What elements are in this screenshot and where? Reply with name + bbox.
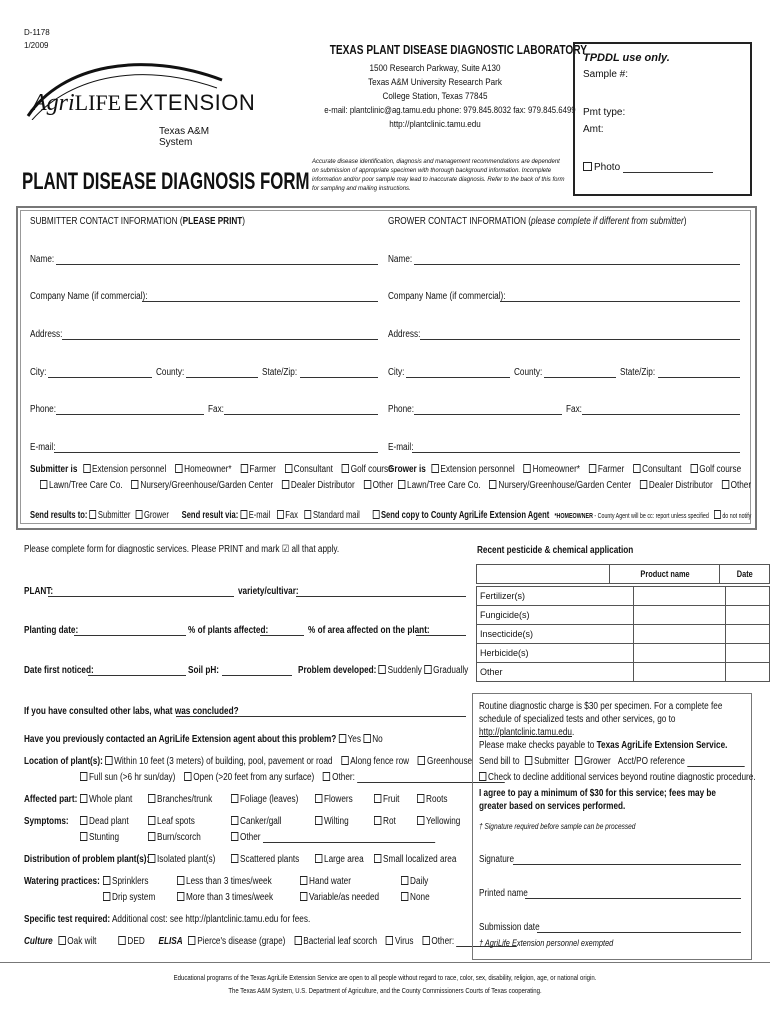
tpddl-sample: Sample #: <box>583 69 629 80</box>
tpddl-box <box>573 42 752 196</box>
checkbox[interactable] <box>231 816 238 825</box>
checkbox[interactable] <box>80 832 87 841</box>
grower-state-field[interactable] <box>658 368 740 378</box>
tpddl-pmt: Pmt type: <box>583 107 626 118</box>
checkbox[interactable] <box>148 794 155 803</box>
checkbox[interactable] <box>300 892 307 901</box>
checkbox[interactable] <box>364 480 371 489</box>
checkbox[interactable] <box>422 936 429 945</box>
checkbox[interactable] <box>315 816 322 825</box>
checkbox[interactable] <box>339 734 346 743</box>
date-cell[interactable] <box>725 625 769 644</box>
exempt-note: † AgriLife Extension personnel exempted <box>479 938 614 948</box>
grower-header: GROWER CONTACT INFORMATION (please complete if different from submitter) <box>388 216 687 227</box>
checkbox[interactable] <box>282 480 289 489</box>
doc-date: 1/2009 <box>24 41 49 50</box>
tpddl-amt: Amt: <box>583 124 604 135</box>
checkbox[interactable] <box>489 480 496 489</box>
submitter-email-field[interactable] <box>54 443 378 453</box>
checkbox[interactable] <box>80 816 87 825</box>
plant-field[interactable] <box>48 587 234 597</box>
table-row: Herbicide(s) <box>477 644 634 663</box>
plant-row: PLANT: variety/cultivar: <box>24 586 466 597</box>
grower-county-field[interactable] <box>544 368 616 378</box>
checkbox[interactable] <box>231 854 238 863</box>
photo-field[interactable] <box>623 163 713 173</box>
footer <box>0 973 770 995</box>
submitter-phone-field[interactable] <box>56 405 204 415</box>
checkbox[interactable] <box>525 756 532 765</box>
pesticide-rows <box>476 586 770 682</box>
product-cell[interactable] <box>633 625 725 644</box>
checkbox[interactable] <box>524 464 531 473</box>
lab-note: Accurate disease identification, diagnosis and management recommendations are dependent on submission of appropriate specimen with thorough background information. Incomplete information and/or poor sample may lead to inaccurate diagnosis. Refer to the back of this form for sampling and mailing instructions. <box>312 159 565 192</box>
grower-email-field[interactable] <box>412 443 740 453</box>
col-date: Date <box>736 569 753 579</box>
acct-field[interactable] <box>687 757 744 767</box>
table-row: Insecticide(s) <box>477 625 634 644</box>
submission-date-field[interactable] <box>537 923 741 933</box>
checkbox[interactable] <box>633 464 640 473</box>
checkbox[interactable] <box>398 480 405 489</box>
checkbox[interactable] <box>341 756 348 765</box>
checkbox[interactable] <box>401 876 408 885</box>
checkbox[interactable] <box>315 854 322 863</box>
table-row: Fertilizer(s) <box>477 587 634 606</box>
submitter-company-field[interactable] <box>142 292 378 302</box>
submitter-type-row1: Submitter is Extension personnel Homeowner* Farmer Consultant Golf course <box>30 464 393 475</box>
checkbox[interactable] <box>479 772 486 781</box>
lab-contact: e-mail: plantclinic@ag.tamu.edu phone: 979.845.8032 fax: 979.845.6499 <box>324 105 576 116</box>
checkbox[interactable] <box>131 480 138 489</box>
checkbox[interactable] <box>374 854 381 863</box>
lab-addr1: 1500 Research Parkway, Suite A130 <box>369 63 501 74</box>
agrilife-logo <box>22 50 256 148</box>
tpddl-title: TPDDL use only. <box>583 52 670 64</box>
planting-date-field[interactable] <box>74 626 186 636</box>
checkbox[interactable] <box>417 794 424 803</box>
logo-extension: EXTENSION <box>123 90 256 115</box>
checkbox[interactable] <box>575 756 582 765</box>
submitter-name-field[interactable] <box>56 255 378 265</box>
symptoms-label: Symptoms: <box>24 816 69 827</box>
checkbox[interactable] <box>342 464 349 473</box>
submitter-city-field[interactable] <box>48 368 152 378</box>
submitter-header: SUBMITTER CONTACT INFORMATION (PLEASE PRINT) <box>30 216 246 227</box>
checkbox[interactable] <box>374 794 381 803</box>
submitter-fax-field[interactable] <box>224 405 378 415</box>
product-cell[interactable] <box>633 663 725 682</box>
affected-label: Affected part: <box>24 794 78 805</box>
checkbox[interactable] <box>418 756 425 765</box>
submitter-county-field[interactable] <box>186 368 258 378</box>
date-cell[interactable] <box>725 606 769 625</box>
col-product: Product name <box>640 569 690 579</box>
symptom-other-field[interactable] <box>263 833 435 843</box>
table-row: Fungicide(s) <box>477 606 634 625</box>
checkbox[interactable] <box>90 510 97 519</box>
grower-phone-field[interactable] <box>414 405 562 415</box>
checkbox[interactable] <box>103 892 110 901</box>
logo-life: LIFE <box>74 90 122 115</box>
lab-addr3: College Station, Texas 77845 <box>382 91 488 102</box>
checkbox[interactable] <box>148 832 155 841</box>
doc-code: D-1178 <box>24 28 50 37</box>
printed-name-field[interactable] <box>525 889 741 899</box>
grower-city-field[interactable] <box>406 368 510 378</box>
variety-field[interactable] <box>296 587 466 597</box>
form-title: PLANT DISEASE DIAGNOSIS FORM <box>22 168 310 195</box>
checkbox[interactable] <box>148 854 155 863</box>
submitter-type-row2: Lawn/Tree Care Co. Nursery/Greenhouse/Garden Center Dealer Distributor Other <box>40 480 393 491</box>
checkbox[interactable] <box>277 510 284 519</box>
signature-field[interactable] <box>513 855 741 865</box>
checkbox[interactable] <box>431 464 438 473</box>
grower-company-field[interactable] <box>500 292 740 302</box>
agree-text: I agree to pay a minimum of $30 for this service; fees may be greater based on services performed. <box>479 788 716 812</box>
checkbox[interactable] <box>300 876 307 885</box>
checkbox[interactable] <box>148 816 155 825</box>
recent-title: Recent pesticide & chemical application <box>477 545 634 556</box>
checkbox[interactable] <box>373 510 380 519</box>
logo-agri: Agri <box>32 90 75 116</box>
checkbox[interactable] <box>424 665 431 674</box>
checkbox[interactable] <box>285 464 292 473</box>
grower-fax-field[interactable] <box>582 405 740 415</box>
logo-system: Texas A&M System <box>159 126 210 148</box>
checkbox[interactable] <box>177 876 184 885</box>
checkbox[interactable] <box>640 480 647 489</box>
checkbox[interactable] <box>184 772 191 781</box>
checkbox[interactable] <box>175 464 182 473</box>
footer-line2: The Texas A&M System, U.S. Department of Agriculture, and the County Commissioners Courts of Texas cooperating. <box>228 986 542 995</box>
checkbox[interactable] <box>379 665 386 674</box>
checkbox[interactable] <box>231 794 238 803</box>
date-cell[interactable] <box>725 644 769 663</box>
grower-address-field[interactable] <box>420 330 740 340</box>
checkbox[interactable] <box>80 772 87 781</box>
sig-required-note: † Signature required before sample can be processed <box>479 822 636 831</box>
checkbox[interactable] <box>231 832 238 841</box>
checkbox[interactable] <box>80 794 87 803</box>
send-results-row: Send results to: Submitter Grower Send result via: E-mail Fax Standard mail Send copy to County AgriLife Extension Agent *HOMEOWNER - County Agent will be cc: report unless specified do not notify <box>30 510 752 521</box>
checkbox[interactable] <box>103 876 110 885</box>
submitter-address-field[interactable] <box>62 330 378 340</box>
tpddl-photo: Photo <box>594 162 621 173</box>
lab-url[interactable]: http://plantclinic.tamu.edu <box>389 119 481 130</box>
submitter-state-field[interactable] <box>300 368 378 378</box>
checkbox[interactable] <box>690 464 697 473</box>
grower-type-row1: Grower is Extension personnel Homeowner* Farmer Consultant Golf course <box>388 464 742 475</box>
checkbox[interactable] <box>177 892 184 901</box>
checkbox[interactable] <box>589 464 596 473</box>
table-row: Other <box>477 663 634 682</box>
routine-text: Routine diagnostic charge is $30 per specimen. For a complete fee schedule of specialized tests and other services, go to http://plantclinic.tamu.edu. <box>479 701 723 738</box>
checkbox[interactable] <box>188 936 195 945</box>
grower-name-row: Name: <box>388 254 740 265</box>
checkbox[interactable] <box>118 936 125 945</box>
checkbox[interactable] <box>40 480 47 489</box>
watering-label: Watering practices: <box>24 876 100 887</box>
product-cell[interactable] <box>633 606 725 625</box>
checkbox[interactable] <box>722 480 729 489</box>
instructions: Please complete form for diagnostic services. Please PRINT and mark ☑ all that apply. <box>24 544 340 555</box>
checkbox[interactable] <box>315 794 322 803</box>
checkbox[interactable] <box>386 936 393 945</box>
checkbox[interactable] <box>294 936 301 945</box>
fee-link[interactable]: http://plantclinic.tamu.edu <box>479 727 572 738</box>
checkbox[interactable] <box>374 816 381 825</box>
first-noticed-field[interactable] <box>88 666 186 676</box>
grower-name-field[interactable] <box>414 255 740 265</box>
checkbox[interactable] <box>240 464 247 473</box>
footer-line1: Educational programs of the Texas AgriLife Extension Service are open to all people without regard to race, color, sex, disability, religion, age, or national origin. <box>173 973 597 982</box>
checkbox[interactable] <box>714 510 721 519</box>
checkbox[interactable] <box>105 756 112 765</box>
grower-type-row2: Lawn/Tree Care Co. Nursery/Greenhouse/Garden Center Dealer Distributor Other <box>398 480 751 491</box>
checkbox[interactable] <box>83 464 90 473</box>
checkbox[interactable] <box>305 510 312 519</box>
date-cell[interactable] <box>725 663 769 682</box>
submitter-name-row: Name: <box>30 254 378 265</box>
checkbox[interactable] <box>323 772 330 781</box>
product-cell[interactable] <box>633 587 725 606</box>
product-cell[interactable] <box>633 644 725 663</box>
date-cell[interactable] <box>725 587 769 606</box>
checkbox[interactable] <box>58 936 65 945</box>
lab-name: TEXAS PLANT DISEASE DIAGNOSTIC LABORATORY <box>329 42 587 57</box>
lab-addr2: Texas A&M University Research Park <box>368 77 502 88</box>
checkbox[interactable] <box>401 892 408 901</box>
pesticide-table <box>476 564 770 584</box>
photo-checkbox[interactable] <box>583 162 592 171</box>
checkbox[interactable] <box>240 510 247 519</box>
checkbox[interactable] <box>417 816 424 825</box>
checkbox[interactable] <box>136 510 143 519</box>
soil-ph-field[interactable] <box>222 666 292 676</box>
distribution-label: Distribution of problem plant(s): <box>24 854 150 865</box>
checkbox[interactable] <box>363 734 370 743</box>
